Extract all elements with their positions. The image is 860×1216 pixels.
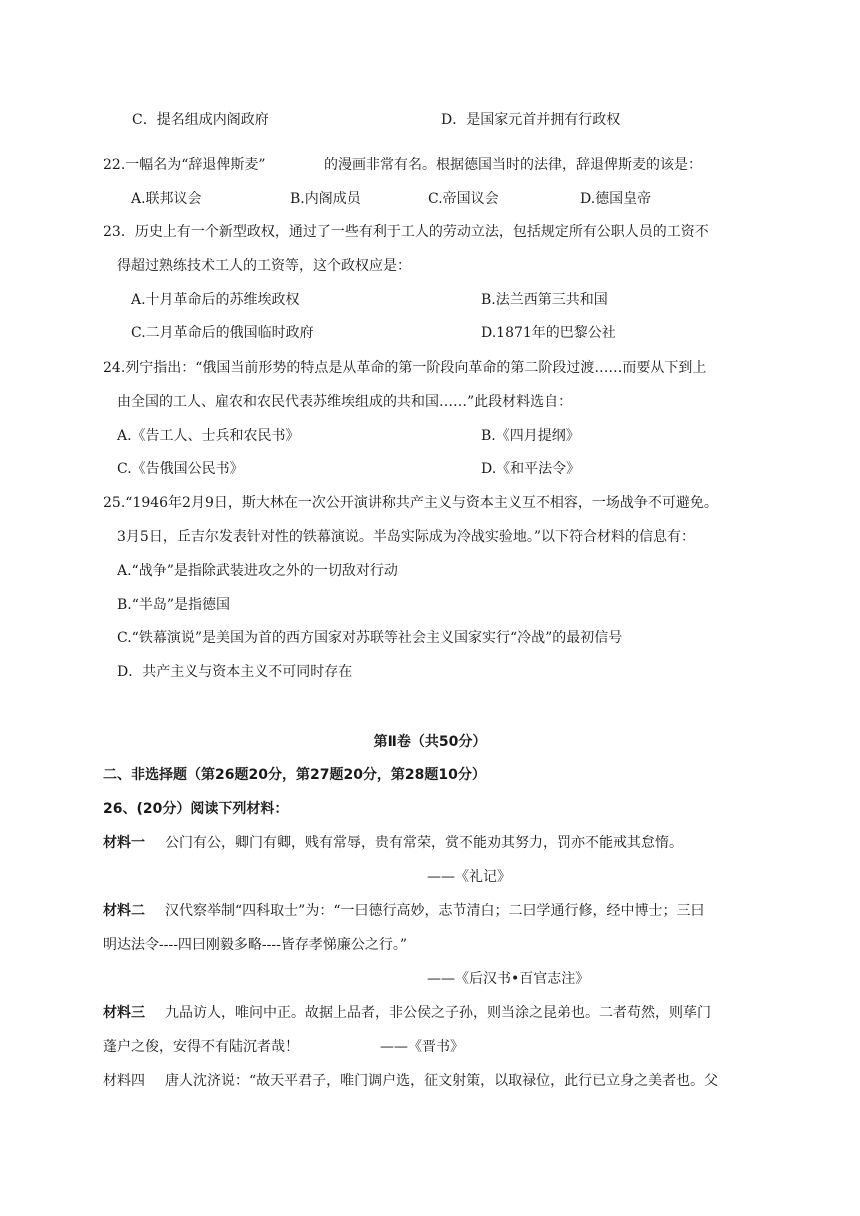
material-2-text-line-1: 汉代察举制“四科取士”为：“一曰德行高妙，志节清白；二曰学通行修，经中博士；三曰: [165, 903, 705, 919]
q25-option-d: D．共产主义与资本主义不可同时存在: [117, 664, 353, 680]
part-2-title: 第Ⅱ卷（共50分）: [373, 734, 487, 750]
section-heading: 二、非选择题（第26题20分，第27题20分，第28题10分）: [103, 767, 486, 783]
q24-stem-line-1: 24.列宁指出：“俄国当前形势的特点是从革命的第一阶段向革命的第二阶段过渡……而要从下到上: [103, 360, 707, 376]
q25-option-a: A.“战争”是指除武装进攻之外的一切敌对行动: [117, 563, 398, 579]
q23-stem-line-1: 23．历史上有一个新型政权，通过了一些有利于工人的劳动立法，包括规定所有公职人员的工资不: [103, 224, 709, 240]
q22-option-b: B.内阁成员: [290, 191, 361, 207]
q23-option-b: B.法兰西第三共和国: [481, 292, 608, 308]
material-3-label: 材料三: [103, 1005, 145, 1021]
material-4-label: 材料四: [103, 1073, 145, 1089]
material-4-text: 唐人沈济说：“故天平君子，唯门调户选，征文射策，以取禄位，此行已立身之美者也。父: [165, 1073, 719, 1089]
q25-option-c: C.“铁幕演说”是美国为首的西方国家对苏联等社会主义国家实行“冷战”的最初信号: [117, 630, 623, 646]
material-1-label: 材料一: [103, 835, 145, 851]
q21-option-c: C．提名组成内阁政府: [132, 112, 269, 128]
q22-option-d: D.德国皇帝: [580, 191, 652, 207]
q25-option-b: B.“半岛”是指德国: [117, 597, 231, 613]
q25-stem-line-2: 3月5日，丘吉尔发表针对性的铁幕演说。半岛实际成为冷战实验地。”以下符合材料的信息有：: [117, 529, 695, 545]
q24-option-a: A.《告工人、士兵和农民书》: [117, 428, 300, 444]
material-3-source: ——《晋书》: [380, 1039, 464, 1055]
material-3-text-line-1: 九品访人，唯问中正。故据上品者，非公侯之子孙，则当涂之昆弟也。二者苟然，则荜门: [165, 1005, 711, 1021]
q26-heading: 26、(20分）阅读下列材料：: [103, 801, 289, 817]
q23-option-d: D.1871年的巴黎公社: [481, 325, 616, 341]
q24-option-d: D.《和平法令》: [481, 461, 581, 477]
material-2-label: 材料二: [103, 903, 145, 919]
q22-stem-part-b: 的漫画非常有名。根据德国当时的法律，辞退俾斯麦的该是：: [324, 157, 702, 173]
material-1-text: 公门有公，卿门有卿，贱有常辱，贵有常荣，赏不能劝其努力，罚亦不能戒其怠惰。: [165, 835, 683, 851]
material-2-source: ——《后汉书•百官志注》: [427, 971, 590, 987]
q23-stem-line-2: 得超过熟练技术工人的工资等，这个政权应是：: [117, 258, 411, 274]
q22-option-a: A.联邦议会: [131, 191, 202, 207]
q22-stem-part-a: 22.一幅名为“辞退俾斯麦”: [103, 157, 266, 173]
material-3-text-line-2: 蓬户之俊，安得不有陆沉者哉！: [103, 1039, 299, 1055]
q23-option-c: C.二月革命后的俄国临时政府: [131, 325, 314, 341]
q23-option-a: A.十月革命后的苏维埃政权: [131, 292, 300, 308]
q24-option-c: C.《告俄国公民书》: [117, 461, 244, 477]
material-1-source: ——《礼记》: [427, 869, 511, 885]
material-2-text-line-2: 明达法令----四曰刚毅多略----皆存孝悌廉公之行。”: [103, 937, 407, 953]
q25-stem-line-1: 25.“1946年2月9日，斯大林在一次公开演讲称共产主义与资本主义互不相容，一场战争不可避免。: [103, 495, 718, 511]
q24-option-b: B.《四月提纲》: [481, 428, 580, 444]
q22-option-c: C.帝国议会: [428, 191, 499, 207]
q21-option-d: D．是国家元首并拥有行政权: [441, 112, 621, 128]
q24-stem-line-2: 由全国的工人、雇农和农民代表苏维埃组成的共和国……”此段材料选自：: [117, 394, 573, 410]
